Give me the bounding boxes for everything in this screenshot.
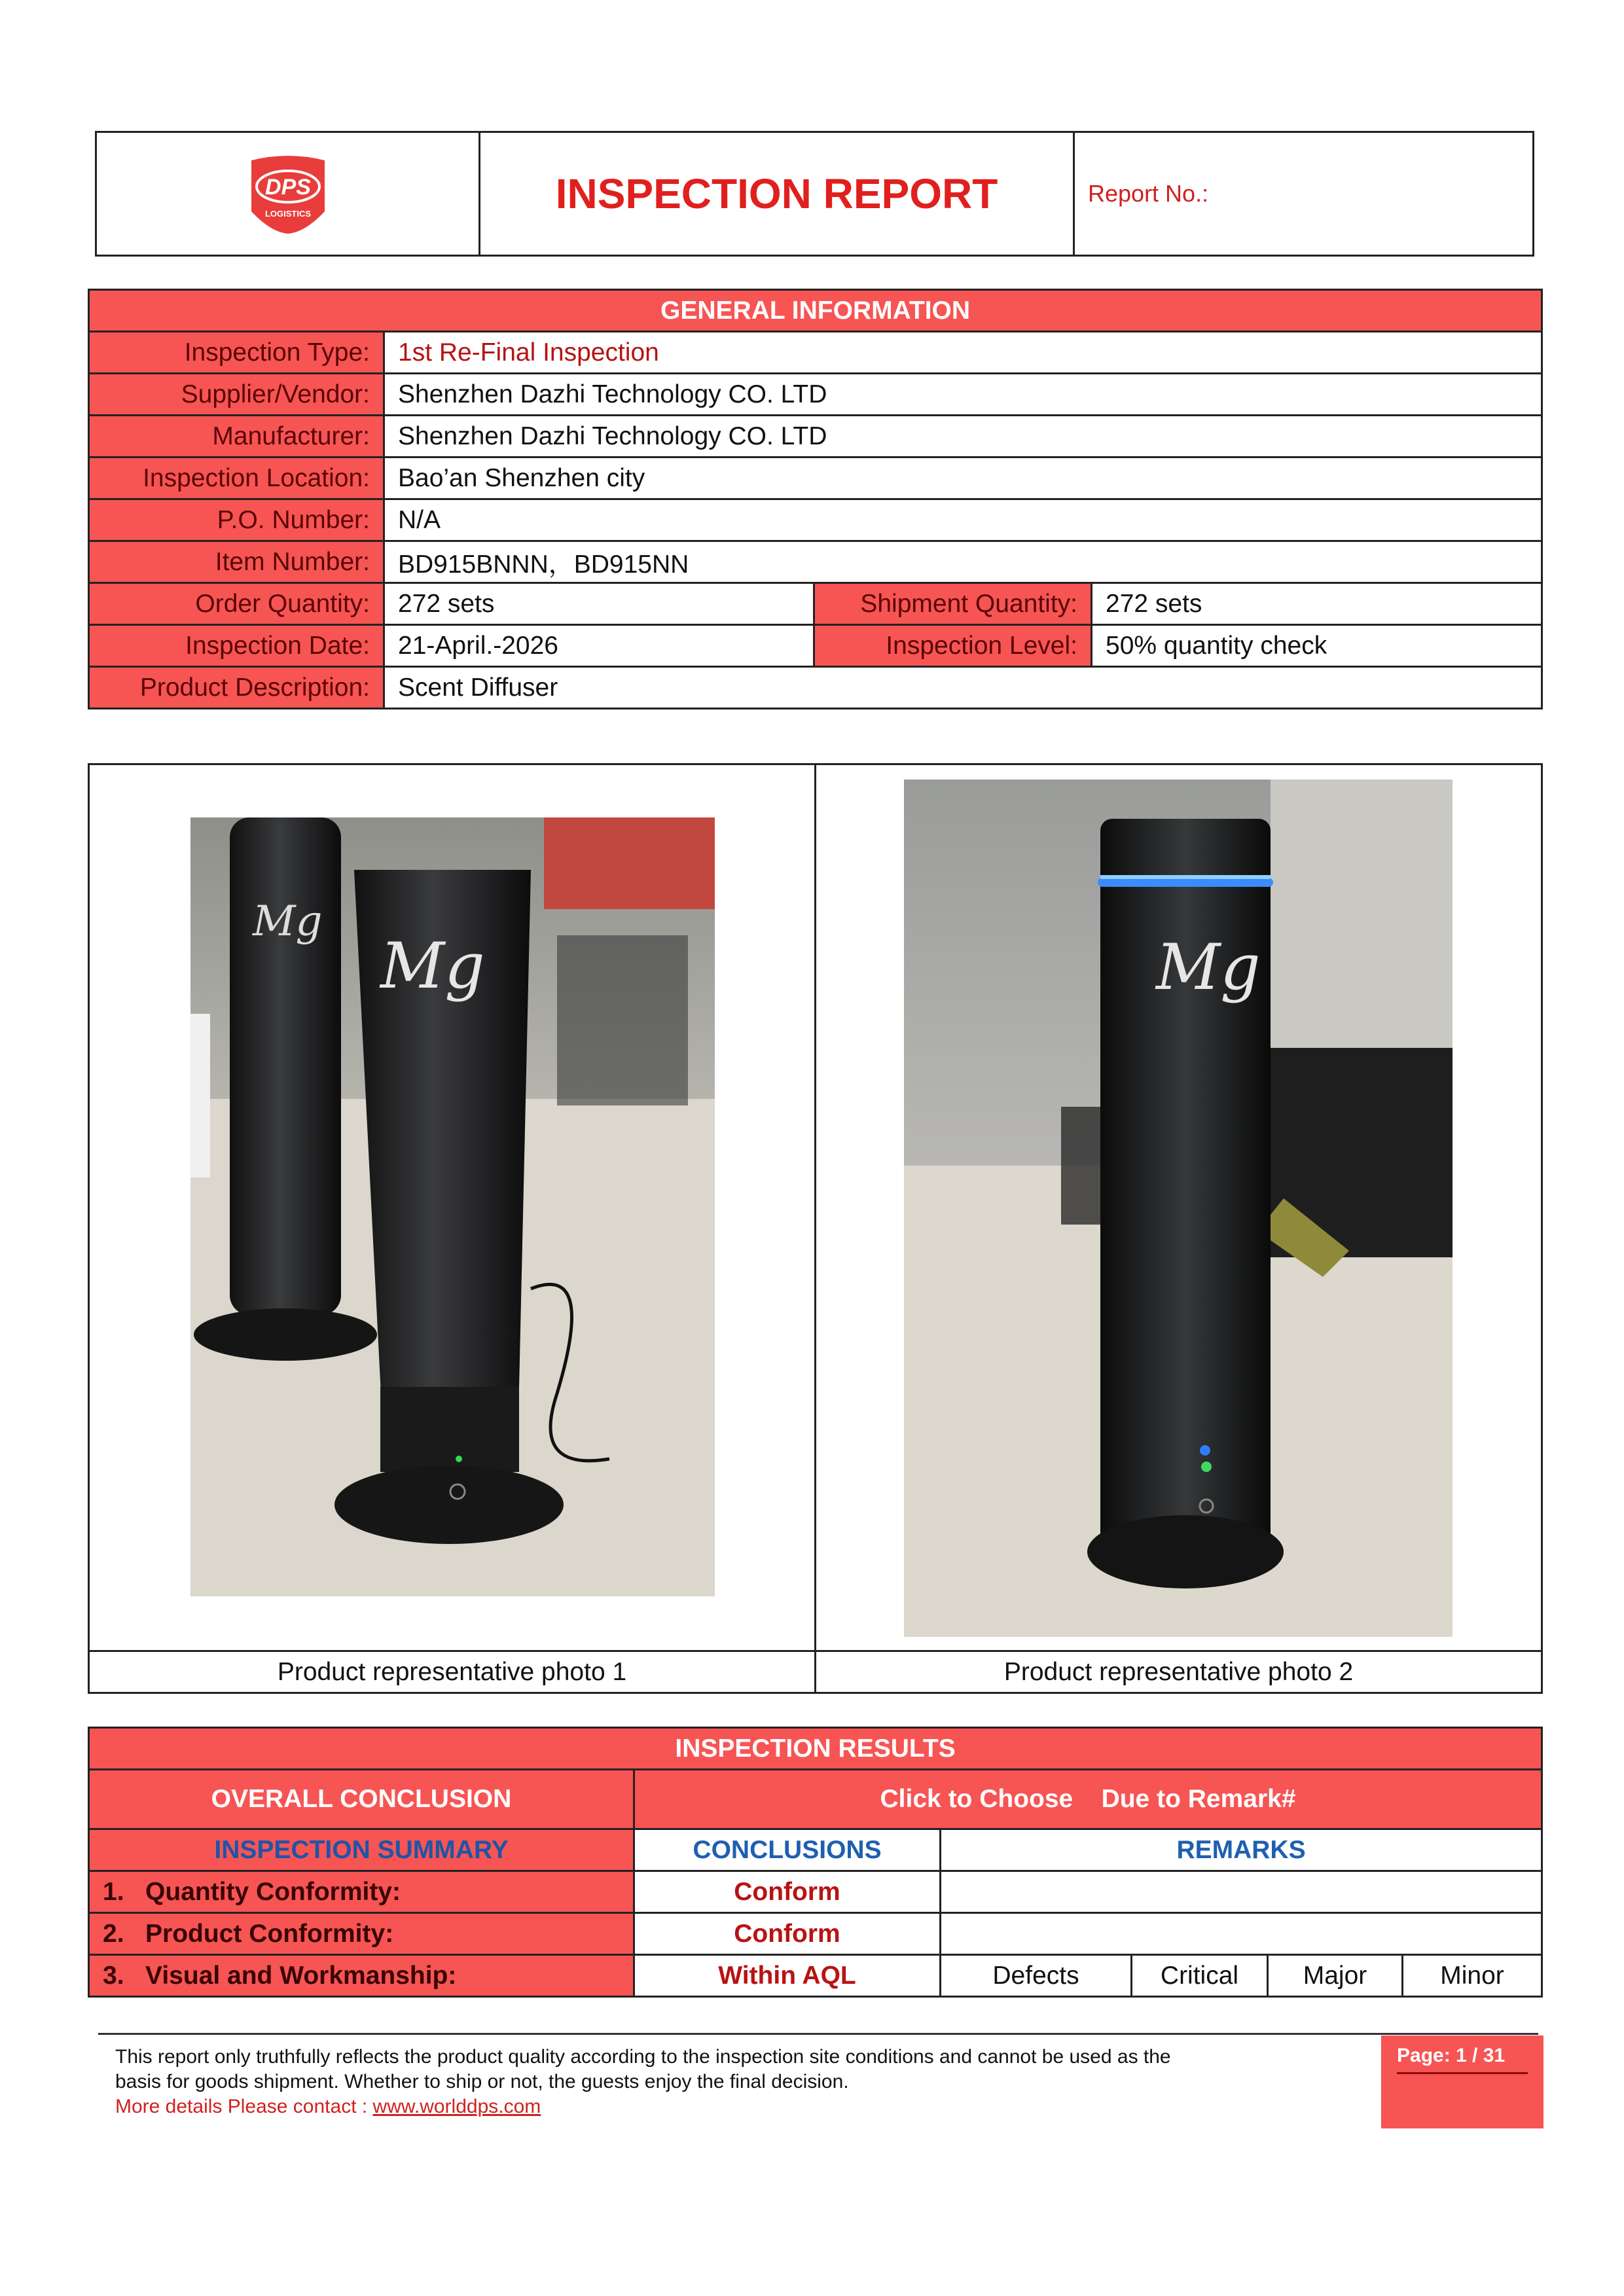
product-photo-1	[190, 817, 715, 1596]
inspection-summary-heading: INSPECTION SUMMARY	[89, 1829, 634, 1871]
page-underline	[1397, 2072, 1528, 2074]
overall-conclusion-choice[interactable]: Click to Choose Due to Remark#	[634, 1770, 1542, 1829]
supplier-value: Shenzhen Dazhi Technology CO. LTD	[384, 374, 1542, 416]
contact-line	[115, 2094, 1320, 2119]
item-number-label: Item Number:	[89, 541, 384, 583]
visual-workmanship-conclusion: Within AQL	[634, 1955, 941, 1997]
general-information-table	[88, 289, 1543, 709]
product-conformity-label: 2. Product Conformity:	[89, 1913, 634, 1955]
footer-divider	[98, 2033, 1538, 2035]
contact-label: More details Please contact :	[115, 2096, 373, 2117]
product-description-label: Product Description:	[89, 667, 384, 709]
order-quantity-label: Order Quantity:	[89, 583, 384, 625]
inspection-results-heading: INSPECTION RESULTS	[89, 1728, 1542, 1770]
product-description-value: Scent Diffuser	[384, 667, 1542, 709]
logo-cell	[96, 132, 480, 256]
inspection-date-value: 21-April.-2026	[384, 625, 814, 667]
table-row	[89, 1955, 1542, 1997]
product-conformity-conclusion: Conform	[634, 1913, 941, 1955]
shipment-quantity-value: 272 sets	[1092, 583, 1542, 625]
disclaimer-line-2: basis for goods shipment. Whether to ship or not, the guests enjoy the final decision.	[115, 2071, 849, 2092]
manufacturer-value: Shenzhen Dazhi Technology CO. LTD	[384, 416, 1542, 457]
device-logo-back: Mg	[253, 897, 323, 946]
product-photo-2	[904, 780, 1453, 1637]
inspection-results-table	[88, 1727, 1543, 1998]
critical-header: Critical	[1132, 1955, 1268, 1997]
contact-link[interactable]: www.worlddps.com	[372, 2096, 541, 2117]
po-number-label: P.O. Number:	[89, 499, 384, 541]
table-row	[89, 1871, 1542, 1913]
inspection-level-value: 50% quantity check	[1092, 625, 1542, 667]
manufacturer-label: Manufacturer:	[89, 416, 384, 457]
shipment-quantity-label: Shipment Quantity:	[814, 583, 1092, 625]
order-quantity-value: 272 sets	[384, 583, 814, 625]
remarks-heading: REMARKS	[941, 1829, 1542, 1871]
photo-2-cell	[816, 764, 1542, 1651]
device-logo-2: Mg	[1156, 931, 1261, 1004]
inspection-location-value: Bao’an Shenzhen city	[384, 457, 1542, 499]
logo-text: DPS	[264, 175, 311, 200]
inspection-location-label: Inspection Location:	[89, 457, 384, 499]
page-number: Page: 1 / 31	[1397, 2045, 1506, 2066]
report-no-label: Report No.:	[1074, 132, 1534, 256]
major-header: Major	[1268, 1955, 1403, 1997]
table-row	[89, 1913, 1542, 1955]
photo-1-caption: Product representative photo 1	[89, 1651, 816, 1693]
product-conformity-remarks	[941, 1913, 1542, 1955]
quantity-conformity-remarks	[941, 1871, 1542, 1913]
conclusions-heading: CONCLUSIONS	[634, 1829, 941, 1871]
inspection-date-label: Inspection Date:	[89, 625, 384, 667]
dps-logo	[242, 151, 334, 236]
overall-conclusion-label: OVERALL CONCLUSION	[89, 1770, 634, 1829]
device-logo-front: Mg	[380, 929, 485, 1003]
product-photos-table	[88, 763, 1543, 1694]
minor-header: Minor	[1403, 1955, 1542, 1997]
inspection-level-label: Inspection Level:	[814, 625, 1092, 667]
supplier-label: Supplier/Vendor:	[89, 374, 384, 416]
photo-1-cell	[89, 764, 816, 1651]
logo-subtext: LOGISTICS	[264, 209, 311, 219]
inspection-type-label: Inspection Type:	[89, 332, 384, 374]
page-indicator	[1381, 2036, 1543, 2128]
defects-header: Defects	[941, 1955, 1132, 1997]
report-title: INSPECTION REPORT	[480, 132, 1074, 256]
item-number-value: BD915BNNN，BD915NN	[384, 541, 1542, 583]
quantity-conformity-label: 1. Quantity Conformity:	[89, 1871, 634, 1913]
footer-disclaimer	[115, 2045, 1320, 2119]
report-header	[95, 131, 1534, 257]
general-information-heading: GENERAL INFORMATION	[89, 290, 1542, 332]
photo-2-caption: Product representative photo 2	[816, 1651, 1542, 1693]
disclaimer-line-1: This report only truthfully reflects the product quality according to the inspection site conditions and cannot be used as the	[115, 2046, 1171, 2068]
quantity-conformity-conclusion: Conform	[634, 1871, 941, 1913]
po-number-value: N/A	[384, 499, 1542, 541]
inspection-type-value: 1st Re-Final Inspection	[384, 332, 1542, 374]
visual-workmanship-label: 3. Visual and Workmanship:	[89, 1955, 634, 1997]
